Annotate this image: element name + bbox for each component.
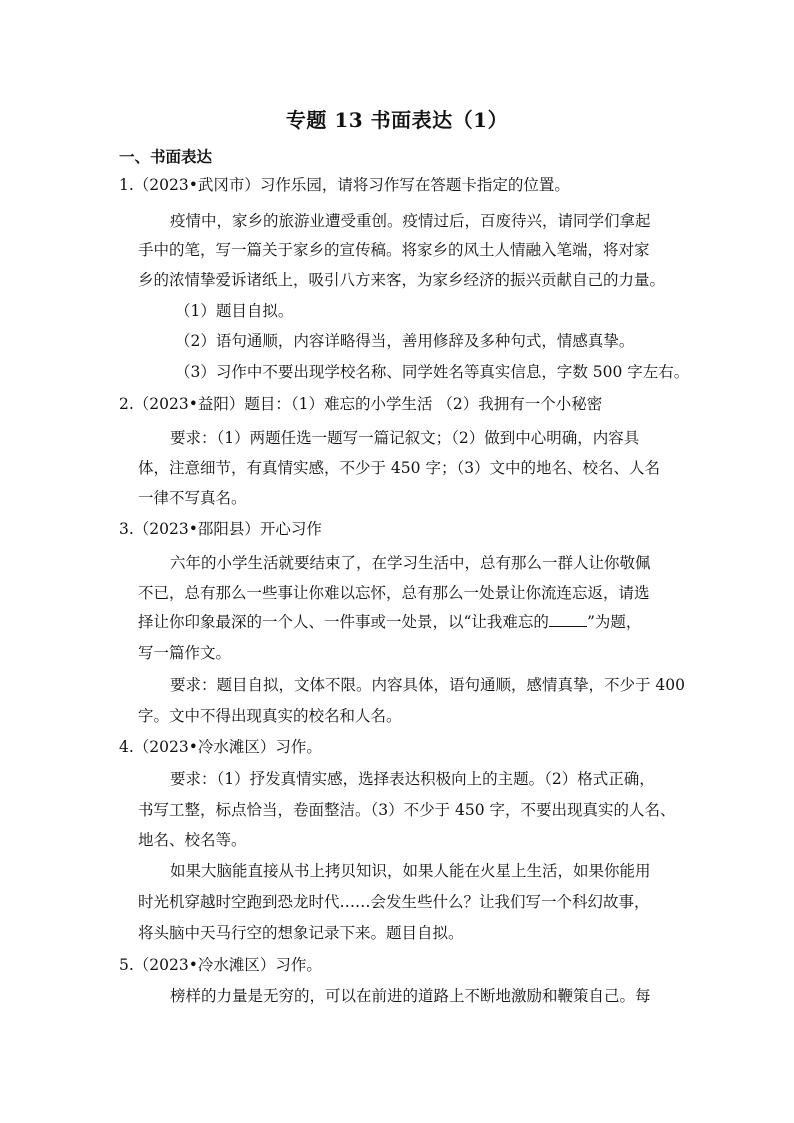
question-3-line-6: 字。文中不得出现真实的校名和人名。 (138, 707, 402, 725)
question-1-req-1: （1）题目自拟。 (175, 302, 294, 320)
question-3-line-3 (138, 612, 641, 632)
fill-in-blank (549, 612, 587, 627)
question-3-line-3-start: 择让你印象最深的一个人、一件事或一处景，以“让我难忘的 (138, 613, 549, 631)
question-2-line-1: 要求：（1）两题任选一题写一篇记叙文；（2）做到中心明确，内容具 (170, 429, 640, 447)
question-2-line-3: 一律不写真名。 (138, 489, 247, 507)
question-3-line-3-end: ”为题， (586, 613, 642, 631)
question-4-line-4: 如果大脑能直接从书上拷贝知识，如果人能在火星上生活，如果你能用 (170, 862, 651, 880)
document-title: 专题 13 书面表达（1） (285, 108, 509, 132)
question-2-header: 2.（2023•益阳）题目：（1）难忘的小学生活 （2）我拥有一个小秘密 (119, 395, 603, 413)
question-5-header: 5.（2023•冷水滩区）习作。 (119, 956, 322, 974)
question-3-line-1: 六年的小学生活就要结束了，在学习生活中，总有那么一群人让你敬佩 (170, 554, 651, 572)
question-4-line-5: 时光机穿越时空跑到恐龙时代……会发生些什么？让我们写一个科幻故事， (138, 893, 650, 911)
question-4-line-1: 要求：（1）抒发真情实感，选择表达积极向上的主题。（2）格式正确， (170, 770, 655, 788)
question-3-header: 3.（2023•邵阳县）开心习作 (119, 520, 322, 538)
question-3-line-5: 要求：题目自拟，文体不限。内容具体，语句通顺，感情真挚，不少于 400 (170, 676, 686, 694)
question-1-para-line-3: 乡的浓情挚爱诉诸纸上，吸引八方来客，为家乡经济的振兴贡献自己的力量。 (138, 271, 666, 289)
question-2-line-2: 体，注意细节，有真情实感，不少于 450 字；（3）文中的地名、校名、人名 (138, 459, 661, 477)
section-heading: 一、书面表达 (119, 147, 213, 166)
question-3-line-4: 写一篇作文。 (138, 644, 232, 662)
question-1-para-line-2: 手中的笔，写一篇关于家乡的宣传稿。将家乡的风土人情融入笔端，将对家 (138, 241, 650, 259)
question-1-req-2: （2）语句通顺，内容详略得当，善用修辞及多种句式，情感真挚。 (175, 332, 635, 350)
question-1-header: 1.（2023•武冈市）习作乐园，请将习作写在答题卡指定的位置。 (119, 176, 570, 194)
question-4-line-6: 将头脑中天马行空的想象记录下来。题目自拟。 (138, 924, 464, 942)
question-1-para-line-1: 疫情中，家乡的旅游业遭受重创。疫情过后，百废待兴，请同学们拿起 (170, 212, 651, 230)
question-4-line-2: 书写工整，标点恰当，卷面整洁。（3）不少于 450 字，不要出现真实的人名、 (138, 801, 676, 819)
question-5-line-1: 榜样的力量是无穷的，可以在前进的道路上不断地激励和鞭策自己。每 (170, 987, 651, 1005)
question-3-line-2: 不已，总有那么一些事让你难以忘怀，总有那么一处景让你流连忘返，请选 (138, 584, 650, 602)
question-1-req-3: （3）习作中不要出现学校名称、同学姓名等真实信息，字数 500 字左右。 (175, 363, 690, 381)
question-4-line-3: 地名、校名等。 (138, 831, 247, 849)
question-4-header: 4.（2023•冷水滩区）习作。 (119, 738, 322, 756)
